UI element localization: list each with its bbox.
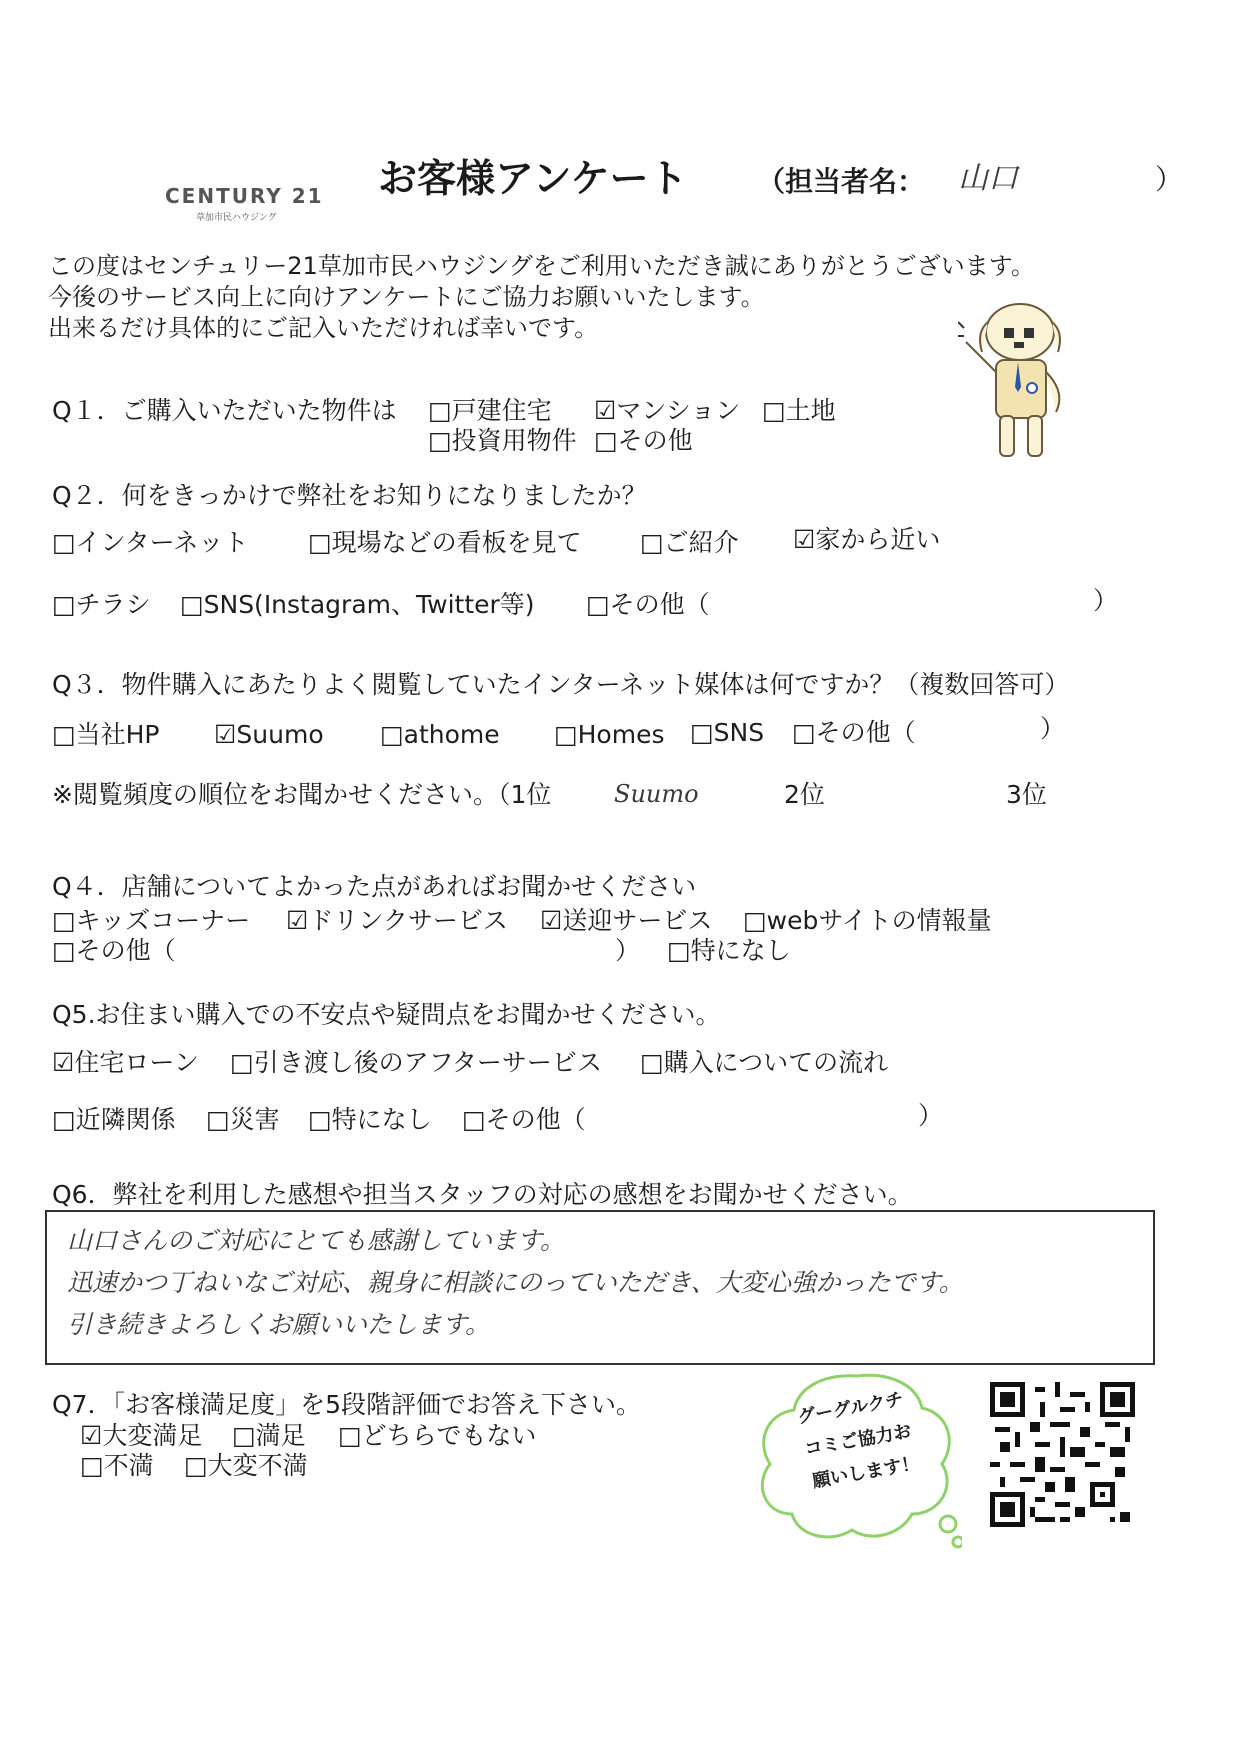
q1-option-condominium[interactable]: ☑マンション [594, 396, 741, 425]
q3-other-close: ） [1040, 714, 1066, 743]
q5-option-home-loan[interactable]: ☑住宅ローン [52, 1048, 199, 1077]
q6-answer-line-2: 迅速かつ丁ねいなご対応、親身に相談にのっていただき、大変心強かったです。 [67, 1268, 964, 1297]
q4-label: Q４．店舗についてよかった点があればお聞かせください [52, 872, 697, 901]
q3-rank1-value: Suumo [614, 780, 699, 808]
q4-other-close: ） [615, 936, 641, 965]
intro-line-2: 今後のサービス向上に向けアンケートにご協力お願いいたします。 [48, 283, 765, 311]
q3-option-sns[interactable]: □SNS [690, 718, 765, 747]
q7-option-dissatisfied[interactable]: □不満 [80, 1451, 154, 1480]
q3-option-homes[interactable]: □Homes [554, 720, 665, 749]
q3-option-suumo[interactable]: ☑Suumo [214, 720, 324, 749]
q2-option-near-home[interactable]: ☑家から近い [793, 525, 941, 554]
q2-option-signboard[interactable]: □現場などの看板を見て [308, 528, 582, 557]
mascot-dog-illustration [958, 302, 1078, 472]
q1-option-investment[interactable]: □投資用物件 [428, 426, 577, 455]
page-title: お客様アンケート [378, 157, 688, 202]
q5-option-after-service[interactable]: □引き渡し後のアフターサービス [230, 1048, 602, 1077]
q4-option-other[interactable]: □その他（ [52, 936, 176, 965]
staff-name-value: 山口 [958, 161, 1018, 196]
company-logo: CENTURY 21 [165, 184, 324, 208]
q2-option-sns[interactable]: □SNS(Instagram、Twitter等) [180, 590, 535, 619]
q7-option-neutral[interactable]: □どちらでもない [338, 1421, 537, 1450]
q6-label: Q6．弊社を利用した感想や担当スタッフの対応の感想をお聞かせください。 [52, 1180, 913, 1209]
q5-label: Q5.お住まい購入での不安点や疑問点をお聞かせください。 [52, 1000, 721, 1029]
q2-label: Q２．何をきっかけで弊社をお知りになりましたか？ [52, 481, 647, 510]
q6-answer-box[interactable] [45, 1210, 1155, 1365]
q4-option-drink-service[interactable]: ☑ドリンクサービス [286, 906, 508, 935]
q5-option-other[interactable]: □その他（ [462, 1105, 586, 1134]
q2-option-other[interactable]: □その他（ [586, 590, 710, 619]
q1-option-detached-house[interactable]: □戸建住宅 [428, 396, 552, 425]
q7-option-very-satisfied[interactable]: ☑大変満足 [80, 1421, 203, 1450]
q3-option-company-hp[interactable]: □当社HP [52, 720, 160, 749]
staff-name-label: （担当者名： [757, 165, 926, 198]
q5-other-close: ） [918, 1101, 944, 1130]
q3-option-athome[interactable]: □athome [380, 720, 500, 749]
q2-option-internet[interactable]: □インターネット [52, 528, 249, 557]
q3-rank-label: ※閲覧頻度の順位をお聞かせください。（1位 [52, 780, 552, 809]
q1-option-land[interactable]: □土地 [762, 396, 836, 425]
q3-rank2-label: 2位 [784, 780, 825, 809]
q7-option-very-dissatisfied[interactable]: □大変不満 [184, 1451, 308, 1480]
q7-label: Q7．「お客様満足度」を5段階評価でお答え下さい。 [52, 1390, 641, 1419]
bubble-line-2: コミご協力お [802, 1420, 913, 1461]
q1-label: Q１．ご購入いただいた物件は [52, 396, 397, 425]
q2-option-referral[interactable]: □ご紹介 [640, 528, 739, 557]
bubble-line-1: グーグルクチ [795, 1388, 906, 1429]
intro-line-1: この度はセンチュリー21草加市民ハウジングをご利用いただき誠にありがとうございます。 [48, 252, 1035, 280]
q4-option-none[interactable]: □特になし [667, 936, 791, 965]
q3-option-other[interactable]: □その他（ [792, 718, 916, 747]
q6-answer-line-1: 山口さんのご対応にとても感謝しています。 [67, 1226, 566, 1255]
q2-other-close: ） [1093, 586, 1119, 615]
staff-name-close: ） [1155, 163, 1184, 196]
q5-option-neighbors[interactable]: □近隣関係 [52, 1105, 176, 1134]
q2-option-flyer[interactable]: □チラシ [52, 590, 151, 619]
q5-option-disaster[interactable]: □災害 [206, 1105, 280, 1134]
q5-option-purchase-flow[interactable]: □購入についての流れ [640, 1048, 889, 1077]
speech-bubble-outline [752, 1364, 962, 1554]
q4-option-kids-corner[interactable]: □キッズコーナー [52, 906, 251, 935]
q7-option-satisfied[interactable]: □満足 [232, 1421, 306, 1450]
qr-code-icon[interactable] [990, 1382, 1135, 1527]
q3-label: Q３．物件購入にあたりよく閲覧していたインターネット媒体は何ですか？（複数回答可） [52, 670, 1070, 699]
intro-line-3: 出来るだけ具体的にご記入いただければ幸いです。 [48, 314, 599, 342]
company-logo-subtitle: 草加市民ハウジング [196, 213, 277, 223]
bubble-line-3: 願いします！ [810, 1452, 921, 1493]
q4-option-website-info[interactable]: □webサイトの情報量 [743, 906, 992, 935]
q5-option-none[interactable]: □特になし [308, 1105, 432, 1134]
q3-rank3-label: 3位 [1006, 780, 1047, 809]
q6-answer-line-3: 引き続きよろしくお願いいたします。 [67, 1310, 491, 1339]
q4-option-shuttle-service[interactable]: ☑送迎サービス [540, 906, 713, 935]
q1-option-other[interactable]: □その他 [594, 426, 693, 455]
